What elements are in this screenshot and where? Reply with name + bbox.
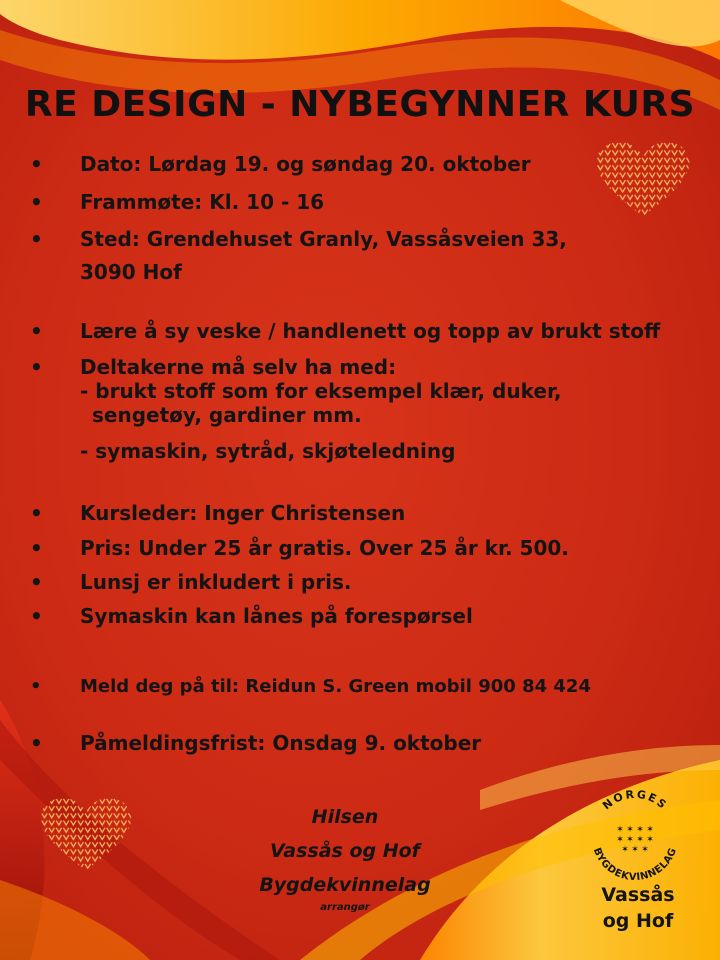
bullet: • xyxy=(30,604,43,628)
signature-org-line1: Vassås og Hof xyxy=(270,840,420,862)
page-title: RE DESIGN - NYBEGYNNER KURS xyxy=(24,84,696,125)
bullet: • xyxy=(30,501,43,525)
item-text: Lunsj er inkludert i pris. xyxy=(80,570,352,594)
svg-text:✶: ✶ xyxy=(636,835,644,845)
bullet: • xyxy=(30,570,43,594)
svg-text:✶: ✶ xyxy=(616,825,624,835)
svg-text:✶: ✶ xyxy=(631,845,639,855)
svg-text:✶: ✶ xyxy=(641,845,649,855)
signature-greeting: Hilsen xyxy=(311,806,379,828)
bullet: • xyxy=(30,152,43,176)
signature-role: arrangør xyxy=(320,902,370,913)
bullet: • xyxy=(30,227,43,251)
logo-name-line2: og Hof xyxy=(602,910,674,932)
sub-item-symaskin: - symaskin, sytråd, skjøteledning xyxy=(80,439,456,463)
item-text: Symaskin kan lånes på forespørsel xyxy=(80,604,473,628)
svg-text:✶: ✶ xyxy=(616,835,624,845)
signature-org-line2: Bygdekvinnelag xyxy=(259,874,431,896)
item-text: Dato: Lørdag 19. og søndag 20. oktober xyxy=(80,152,531,176)
svg-text:✶: ✶ xyxy=(621,845,629,855)
sub-item-stoff-continued: sengetøy, gardiner mm. xyxy=(92,403,362,427)
item-text: Pris: Under 25 år gratis. Over 25 år kr. 500. xyxy=(80,536,569,560)
svg-text:BYGDEKVINNELAG: BYGDEKVINNELAG xyxy=(590,846,680,884)
item-text: Lære å sy veske / handlenett og topp av brukt stoff xyxy=(80,319,661,343)
bullet: • xyxy=(30,731,43,755)
item-text: Kursleder: Inger Christensen xyxy=(80,501,406,525)
bullet: • xyxy=(30,536,43,560)
item-text: Sted: Grendehuset Granly, Vassåsveien 33, xyxy=(80,227,567,251)
item-text: Meld deg på til: Reidun S. Green mobil 900 84 424 xyxy=(80,676,591,697)
item-text: Påmeldingsfrist: Onsdag 9. oktober xyxy=(80,731,482,755)
svg-text:✶: ✶ xyxy=(646,835,654,845)
item-text-continued: 3090 Hof xyxy=(80,260,182,284)
bullet: • xyxy=(30,355,43,379)
svg-text:✶: ✶ xyxy=(636,825,644,835)
svg-text:NORGES: NORGES xyxy=(600,787,670,813)
bullet: • xyxy=(30,319,43,343)
bullet: • xyxy=(30,676,42,697)
svg-text:✶: ✶ xyxy=(626,825,634,835)
bullet: • xyxy=(30,190,43,214)
bygdekvinnelag-logo xyxy=(582,784,688,890)
svg-text:✶: ✶ xyxy=(626,835,634,845)
svg-text:✶: ✶ xyxy=(646,825,654,835)
item-text: Deltakerne må selv ha med: xyxy=(80,355,397,379)
sub-item-stoff: - brukt stoff som for eksempel klær, duker, xyxy=(80,379,562,403)
item-text: Frammøte: Kl. 10 - 16 xyxy=(80,190,325,214)
logo-name-line1: Vassås xyxy=(601,884,675,906)
